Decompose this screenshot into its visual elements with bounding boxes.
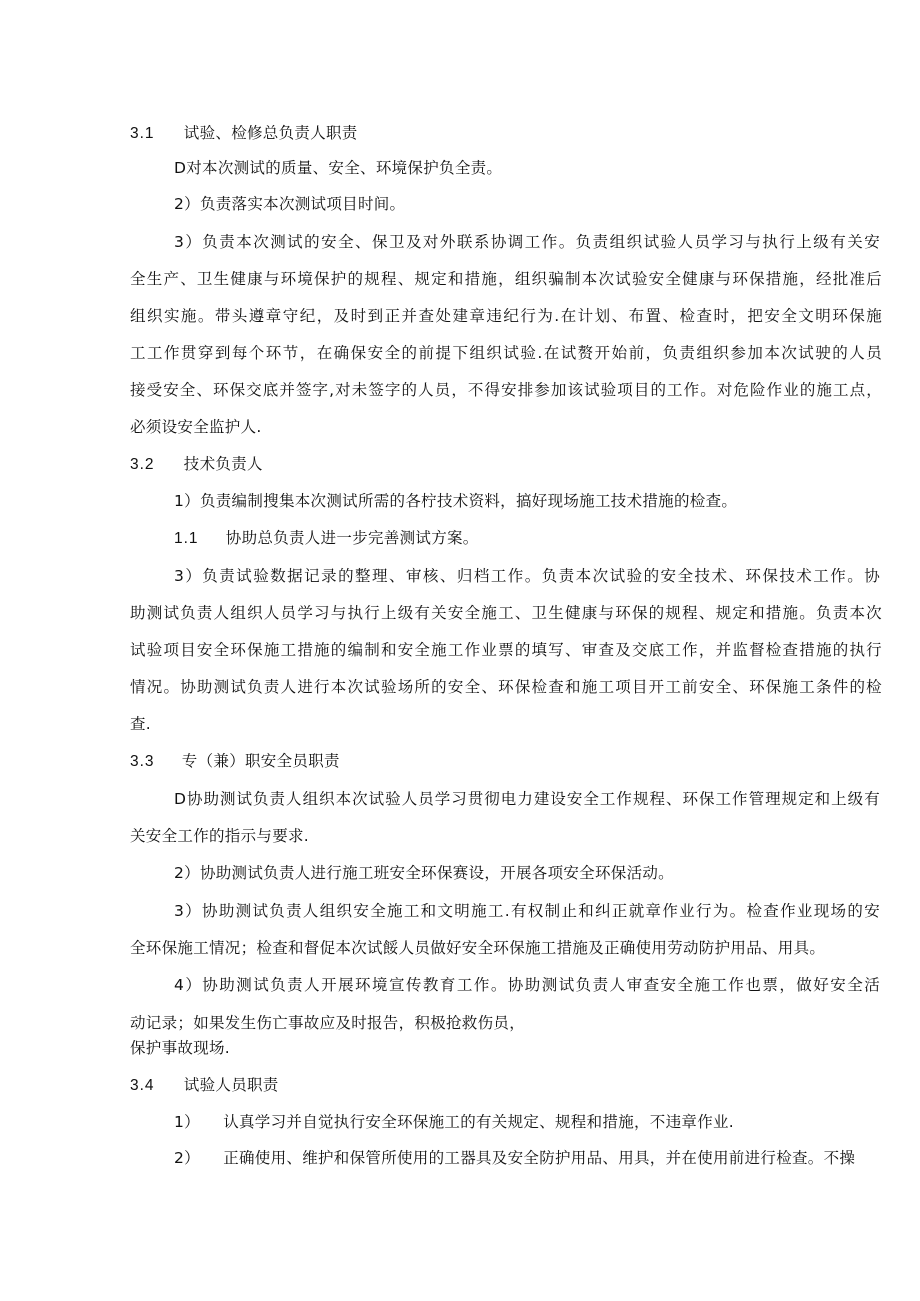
section-3-3-heading <box>130 751 340 772</box>
section-title: 试验人员职责 <box>183 1076 279 1094</box>
paragraph <box>174 528 479 549</box>
paragraph-line: 试验项目安全环保施工措施的编制和安全施工作业票的填写、审查及交底工作，并监督检查措施的执行 <box>130 641 882 659</box>
paragraph-line: D协助测试负责人组织本次试验人员学习贯彻电力建设安全工作规程、环保工作管理规定和上级有 <box>174 790 880 808</box>
item-number: 1.1 <box>174 530 199 547</box>
section-3-1-heading <box>130 123 358 144</box>
paragraph-line: 组织实施。带头遵章守纪，及时到正并查处建章违纪行为.在计划、布置、检查时，把安全文明环保施 <box>130 307 882 325</box>
section-3-2-heading <box>130 454 263 475</box>
paragraph-line: 3）负责试验数据记录的整理、审核、归档工作。负责本次试验的安全技术、环保技术工作。协 <box>174 567 880 585</box>
item-text: 正确使用、维护和保管所使用的工器具及安全防护用品、用具，并在使用前进行检查。不操 <box>223 1149 856 1167</box>
paragraph: 2）协助测试负责人进行施工班安全环保赛设，开展各项安全环保活动。 <box>174 864 674 882</box>
paragraph: 1）负责编制搜集本次测试所需的各柠技术资料，搞好现场施工技术措施的检查。 <box>174 492 738 510</box>
paragraph: D对本次测试的质量、安全、环境保护负全责。 <box>174 159 503 177</box>
item-number: 2） <box>174 1149 200 1167</box>
item-text: 协助总负责人进一步完善测试方案。 <box>225 529 479 547</box>
paragraph-line: 工工作贯穿到每个环节，在确保安全的前提下组织试验.在试赘开始前，负责组织参加本次试驶的人员 <box>130 344 882 362</box>
paragraph-line: 全环保施工情况；检查和督促本次试餒人员做好安全环保施工措施及正确使用劳动防护用品、用具。 <box>130 939 826 957</box>
section-3-4-heading <box>130 1075 279 1096</box>
paragraph <box>174 1112 734 1132</box>
paragraph <box>174 1148 855 1168</box>
paragraph-line: 关安全工作的指示与要求. <box>130 827 310 845</box>
paragraph-line: 查. <box>130 715 152 733</box>
item-number: 1） <box>174 1113 200 1131</box>
paragraph-line: 助测试负责人组织人员学习与执行上级有关安全施工、卫生健康与环保的规程、规定和措施。负责本次 <box>130 604 882 622</box>
paragraph-line: 3）负责本次测试的安全、保卫及对外联系协调工作。负责组织试验人员学习与执行上级有关安 <box>174 233 880 251</box>
section-number: 3.3 <box>130 753 155 770</box>
paragraph-line: 4）协助测试负责人开展环境宣传教育工作。协助测试负责人审查安全施工作也票，做好安全活 <box>174 976 880 994</box>
section-number: 3.4 <box>130 1077 155 1094</box>
paragraph-line: 情况。协助测试负责人进行本次试验场所的安全、环保检查和施工项目开工前安全、环保施工条件的检 <box>130 678 882 696</box>
paragraph-line: 全生产、卫生健康与环境保护的规程、规定和措施，组织骗制本次试验安全健康与环保措施，经批准后 <box>130 270 882 288</box>
section-number: 3.1 <box>130 125 155 142</box>
paragraph-line: 必须设安全监护人. <box>130 418 262 436</box>
section-title: 专（兼）职安全员职责 <box>181 752 340 770</box>
paragraph-line: 保护事故现场. <box>130 1039 231 1057</box>
item-text: 认真学习并自觉执行安全环保施工的有关规定、规程和措施，不违章作业. <box>223 1113 735 1131</box>
paragraph-line: 3）协助测试负责人组织安全施工和文明施工.有权制止和纠正就章作业行为。检查作业现场的安 <box>174 902 880 920</box>
paragraph-line: 接受安全、环保交底并签字,对未签字的人员，不得安排参加该试验项目的工作。对危险作业的施工点， <box>130 381 882 399</box>
paragraph-line: 动记录；如果发生伤亡事故应及时报告，积极抢救伤员， <box>130 1014 526 1032</box>
section-number: 3.2 <box>130 456 155 473</box>
section-title: 技术负责人 <box>183 455 263 473</box>
section-title: 试验、检修总负责人职责 <box>183 124 358 142</box>
paragraph: 2）负责落实本次测试项目时间。 <box>174 195 406 213</box>
